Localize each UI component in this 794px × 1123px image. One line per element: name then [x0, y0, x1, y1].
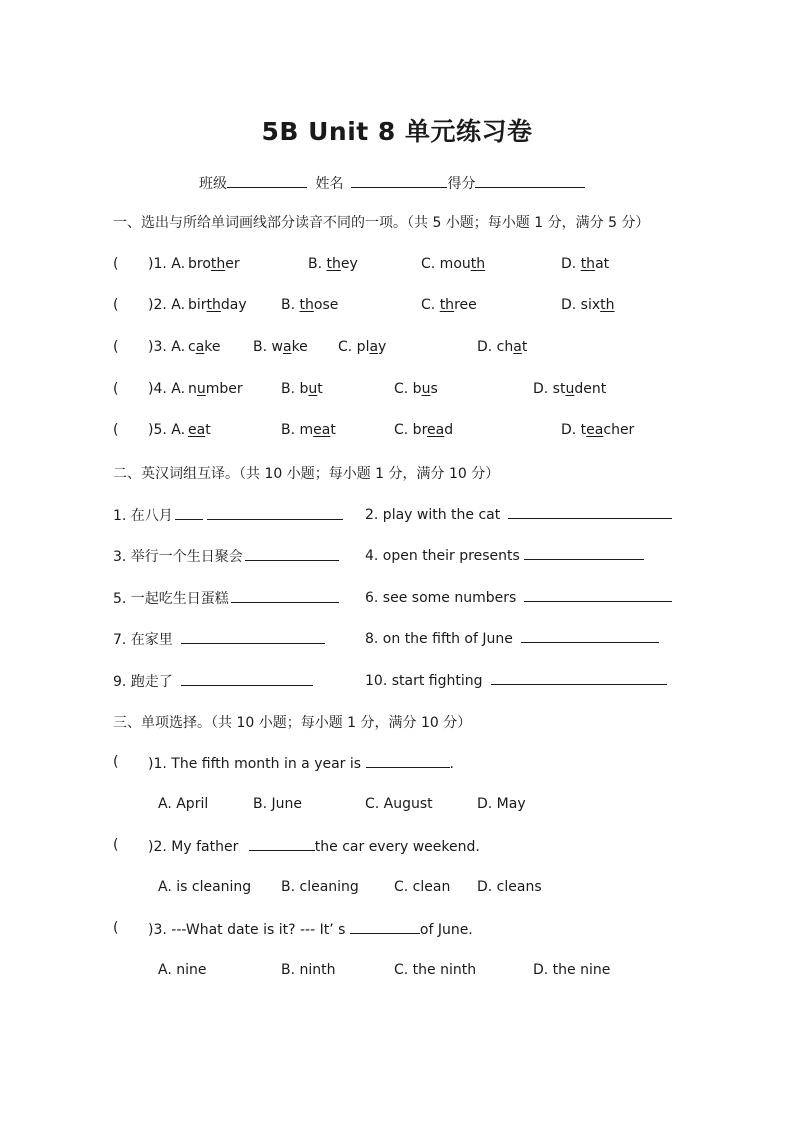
s1-q4-option-a: number — [188, 381, 243, 397]
s1-q2-option-d: D. sixth — [561, 297, 615, 313]
s2-item-3: 3. 举行一个生日聚会 — [113, 546, 339, 566]
s3-paren-3[interactable]: ( — [113, 920, 119, 936]
paren-4[interactable]: ( — [113, 381, 119, 397]
paren-3[interactable]: ( — [113, 339, 119, 355]
s2-answer-9[interactable] — [241, 672, 313, 686]
paren-2[interactable]: ( — [113, 297, 119, 313]
paren-5[interactable]: ( — [113, 422, 119, 438]
section-1-heading: 一、选出与所给单词画线部分读音不同的一项。（共 5 小题；每小题 1 分，满分 5 分） — [113, 215, 650, 231]
s1-q4-option-b: B. but — [281, 381, 323, 397]
score-field[interactable] — [475, 174, 585, 188]
s3-q2-option-b[interactable]: B. cleaning — [281, 879, 359, 895]
s3-q3-blank[interactable] — [350, 920, 420, 934]
s2-item-5: 5. 一起吃生日蛋糕 — [113, 588, 339, 608]
s1-q5-option-b: B. meat — [281, 422, 336, 438]
s1-q5-option-a: eat — [188, 422, 211, 438]
s2-item-10: 10. start fighting — [365, 671, 667, 689]
worksheet-title: 5B Unit 8 单元练习卷 — [261, 117, 533, 146]
s3-paren-2[interactable]: ( — [113, 837, 119, 853]
s1-q5-option-c: C. bread — [394, 422, 454, 438]
s3-q2-option-a[interactable]: A. is cleaning — [158, 879, 252, 895]
s3-q2-option-d[interactable]: D. cleans — [477, 879, 542, 895]
s3-q3-option-a[interactable]: A. nine — [158, 962, 207, 978]
s2-answer-8[interactable] — [521, 629, 659, 643]
s1-q2-option-c: C. three — [421, 297, 477, 313]
s1-q2-num: )2. A. — [148, 297, 186, 313]
name-label: 姓名 — [315, 176, 344, 192]
class-label: 班级 — [199, 176, 227, 192]
s1-q1-option-d: D. that — [561, 256, 610, 272]
s3-q1-stem: )1. The fifth month in a year is . — [148, 756, 454, 772]
score-label: 得分 — [447, 176, 476, 192]
s2-item-9: 9. 跑走了 — [113, 671, 313, 691]
s3-q1-option-d[interactable]: D. May — [477, 796, 526, 812]
s1-q5-option-d: D. teacher — [561, 422, 635, 438]
paren-1[interactable]: ( — [113, 256, 119, 272]
s2-item-7: 7. 在家里 — [113, 629, 325, 649]
s3-q2-stem: )2. My father the car every weekend. — [148, 839, 480, 855]
s2-item-4: 4. open their presents — [365, 546, 644, 564]
s1-q1-num: )1. A. — [148, 256, 186, 272]
s2-answer-4[interactable] — [524, 546, 644, 560]
s2-item-2: 2. play with the cat — [365, 505, 672, 523]
section-2-heading: 二、英汉词组互译。（共 10 小题；每小题 1 分，满分 10 分） — [113, 466, 500, 482]
s3-q2-option-c[interactable]: C. clean — [394, 879, 451, 895]
s2-item-8: 8. on the fifth of June — [365, 629, 659, 647]
s2-item-6: 6. see some numbers — [365, 588, 672, 606]
s1-q3-option-d: D. chat — [477, 339, 528, 355]
section-3-heading: 三、单项选择。（共 10 小题；每小题 1 分，满分 10 分） — [113, 715, 472, 731]
s1-q4-option-c: C. bus — [394, 381, 438, 397]
s2-answer-5[interactable] — [231, 589, 339, 603]
s2-answer-7[interactable] — [181, 630, 325, 644]
s1-q2-option-b: B. those — [281, 297, 339, 313]
name-field[interactable] — [351, 174, 447, 188]
class-field[interactable] — [227, 174, 307, 188]
s3-q3-option-b[interactable]: B. ninth — [281, 962, 336, 978]
s2-answer-2[interactable] — [508, 505, 672, 519]
info-line — [199, 173, 585, 193]
s1-q4-num: )4. A. — [148, 381, 186, 397]
s3-q1-blank[interactable] — [366, 754, 450, 768]
s2-answer-10[interactable] — [491, 671, 667, 685]
s1-q3-num: )3. A. — [148, 339, 186, 355]
s1-q1-option-c: C. mouth — [421, 256, 486, 272]
s3-q2-blank[interactable] — [249, 837, 315, 851]
s3-q3-option-c[interactable]: C. the ninth — [394, 962, 477, 978]
s1-q3-option-b: B. wake — [253, 339, 308, 355]
s3-q3-option-d[interactable]: D. the nine — [533, 962, 611, 978]
s3-q3-stem: )3. ---What date is it? --- It’ s of June. — [148, 922, 473, 938]
s1-q4-option-d: D. student — [533, 381, 607, 397]
s1-q5-num: )5. A. — [148, 422, 186, 438]
s3-q1-option-a[interactable]: A. April — [158, 796, 209, 812]
s3-q1-option-b[interactable]: B. June — [253, 796, 302, 812]
s3-paren-1[interactable]: ( — [113, 754, 119, 770]
s2-item-1: 1. 在八月 — [113, 505, 343, 525]
s2-answer-1[interactable] — [207, 506, 343, 520]
s2-answer-6[interactable] — [524, 588, 672, 602]
s1-q1-option-a: brother — [188, 256, 240, 272]
s1-q3-option-a: cake — [188, 339, 221, 355]
s1-q1-option-b: B. they — [308, 256, 358, 272]
s1-q2-option-a: birthday — [188, 297, 247, 313]
s3-q1-option-c[interactable]: C. August — [365, 796, 433, 812]
s1-q3-option-c: C. play — [338, 339, 387, 355]
s2-answer-3[interactable] — [245, 547, 339, 561]
